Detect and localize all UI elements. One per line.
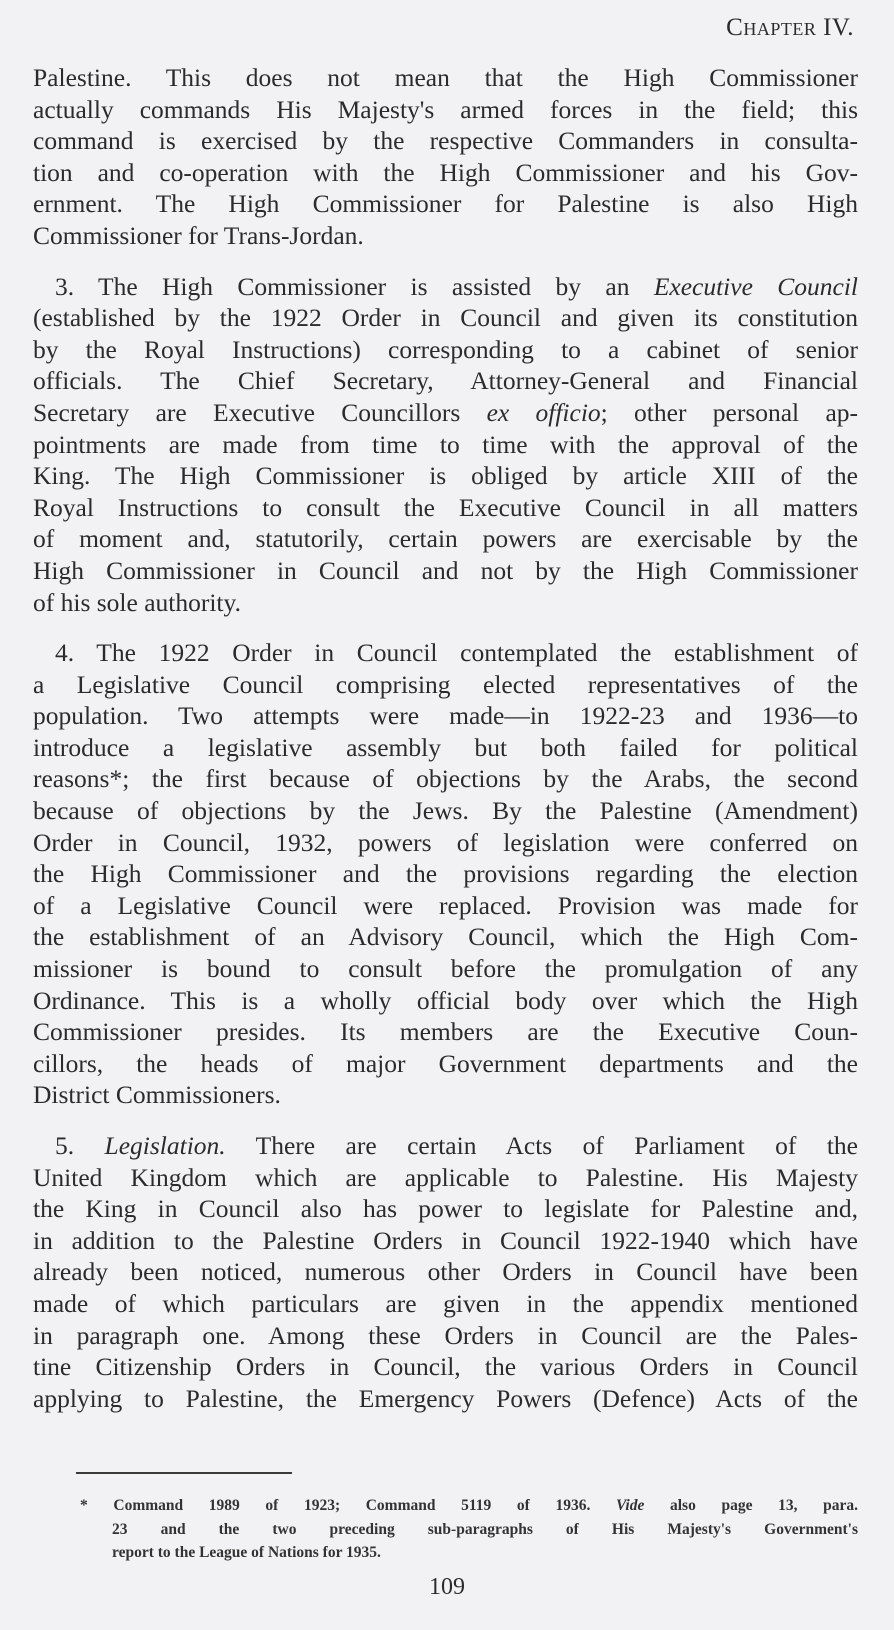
- running-header: [726, 14, 854, 42]
- paragraph: [33, 271, 858, 619]
- text-line: [33, 429, 858, 461]
- text-line: [33, 1079, 858, 1111]
- text-line: [33, 795, 858, 827]
- text-segment: by the Royal Instructions) corresponding to a cabinet of senior: [33, 334, 858, 364]
- text-segment: because of objections by the Jews. By the Palestine (Amendment): [33, 796, 858, 826]
- text-segment: 4. The 1922 Order in Council contemplated the establishment of: [55, 638, 858, 668]
- text-line: [33, 1256, 858, 1288]
- text-line: [33, 1383, 858, 1415]
- text-line: [33, 334, 858, 366]
- text-segment: Royal Instructions to consult the Executive Council in all matters: [33, 492, 858, 522]
- footnote-rule: [76, 1472, 292, 1474]
- text-line: [33, 492, 858, 524]
- text-line: [33, 1225, 858, 1257]
- text-segment: Ordinance. This is a wholly official body over which the High: [33, 985, 858, 1015]
- text-segment: * Command 1989 of 1923; Command 5119 of 1936.: [80, 1497, 616, 1514]
- text-segment: Palestine. This does not mean that the High Commissioner: [33, 63, 858, 92]
- text-line: [33, 763, 858, 795]
- italic-text: Legislation.: [104, 1131, 226, 1160]
- text-segment: There are certain Acts of Parliament of the: [225, 1131, 858, 1160]
- text-segment: tine Citizenship Orders in Council, the various Orders in Council: [33, 1352, 858, 1382]
- text-line: [33, 188, 858, 220]
- text-segment: Commissioner for Trans-Jordan.: [33, 220, 364, 250]
- footnote-line: [80, 1518, 858, 1542]
- text-segment: in addition to the Palestine Orders in Council 1922-1940 which have: [33, 1225, 858, 1255]
- text-segment: (established by the 1922 Order in Council and given its constitution: [33, 303, 858, 333]
- text-line: [33, 1288, 858, 1320]
- text-line: [33, 220, 858, 252]
- text-segment: Order in Council, 1932, powers of legislation were conferred on: [33, 827, 858, 857]
- text-line: [33, 157, 858, 189]
- text-segment: cillors, the heads of major Government departments and the: [33, 1048, 858, 1078]
- text-segment: reasons*; the first because of objections by the Arabs, the second: [33, 764, 858, 794]
- footnote: [80, 1494, 858, 1565]
- text-segment: King. The High Commissioner is obliged by article XIII of the: [33, 461, 858, 491]
- text-line: [33, 523, 858, 555]
- italic-text: ex officio: [486, 397, 601, 427]
- text-line: [33, 460, 858, 492]
- text-segment: in paragraph one. Among these Orders in Council are the Pales-: [33, 1320, 858, 1350]
- text-line: [33, 1193, 858, 1225]
- text-segment: of moment and, statutorily, certain powers are exercisable by the: [33, 524, 858, 554]
- text-line: [33, 365, 858, 397]
- chapter-number: IV.: [823, 14, 854, 41]
- text-segment: the High Commissioner and the provisions regarding the election: [33, 859, 858, 889]
- text-line: [33, 921, 858, 953]
- text-line: [33, 1016, 858, 1048]
- text-line: [33, 62, 858, 94]
- text-segment: made of which particulars are given in the appendix mentioned: [33, 1288, 858, 1318]
- text-line: [33, 271, 858, 303]
- text-line: [33, 1048, 858, 1080]
- chapter-label: Chapter: [726, 14, 817, 41]
- text-segment: also page 13, para.: [644, 1497, 858, 1514]
- paragraph: [33, 1130, 858, 1414]
- body-text: [33, 62, 858, 1433]
- text-line: [33, 953, 858, 985]
- text-segment: Secretary are Executive Councillors: [33, 397, 487, 427]
- text-line: [33, 397, 858, 429]
- text-segment: a Legislative Council comprising elected representatives of the: [33, 669, 858, 699]
- text-segment: the King in Council also has power to legislate for Palestine and,: [33, 1194, 858, 1224]
- text-line: [33, 985, 858, 1017]
- footnote-line: [80, 1494, 858, 1518]
- text-line: [33, 1162, 858, 1194]
- text-segment: the establishment of an Advisory Council, which the High Com-: [33, 922, 858, 952]
- text-segment: High Commissioner in Council and not by the High Commissioner: [33, 555, 858, 585]
- text-line: [33, 700, 858, 732]
- text-line: [33, 732, 858, 764]
- text-segment: 23 and the two preceding sub-paragraphs of His Majesty's Government's: [112, 1520, 858, 1538]
- text-segment: 5.: [55, 1131, 105, 1160]
- text-line: [33, 858, 858, 890]
- text-segment: actually commands His Majesty's armed forces in the field; this: [33, 94, 858, 124]
- text-segment: 3. The High Commissioner is assisted by an: [55, 271, 654, 301]
- text-segment: introduce a legislative assembly but both failed for political: [33, 732, 858, 762]
- footnote-line: [80, 1541, 858, 1565]
- text-segment: tion and co-operation with the High Commissioner and his Gov-: [33, 157, 858, 187]
- text-line: [33, 587, 858, 619]
- italic-text: Executive Council: [653, 271, 858, 301]
- text-segment: United Kingdom which are applicable to Palestine. His Majesty: [33, 1162, 858, 1192]
- text-line: [33, 827, 858, 859]
- text-line: [33, 669, 858, 701]
- text-line: [33, 94, 858, 126]
- text-segment: applying to Palestine, the Emergency Powers (Defence) Acts of the: [33, 1383, 858, 1413]
- text-line: [33, 1320, 858, 1352]
- text-segment: Commissioner presides. Its members are the Executive Coun-: [33, 1017, 858, 1047]
- text-line: [33, 555, 858, 587]
- text-segment: missioner is bound to consult before the promulgation of any: [33, 954, 858, 984]
- text-line: [33, 890, 858, 922]
- text-segment: officials. The Chief Secretary, Attorney-General and Financial: [33, 366, 858, 396]
- text-line: [33, 302, 858, 334]
- text-line: [33, 125, 858, 157]
- page-number: 109: [429, 1574, 465, 1600]
- text-segment: command is exercised by the respective Commanders in consulta-: [33, 126, 858, 156]
- text-segment: of a Legislative Council were replaced. Provision was made for: [33, 890, 858, 920]
- text-line: [33, 1130, 858, 1162]
- text-segment: already been noticed, numerous other Orders in Council have been: [33, 1257, 858, 1287]
- paragraph: [33, 62, 858, 252]
- text-segment: report to the League of Nations for 1935.: [112, 1544, 381, 1561]
- italic-text: Vide: [615, 1497, 645, 1514]
- text-segment: pointments are made from time to time with the approval of the: [33, 429, 858, 459]
- text-line: [33, 637, 858, 669]
- text-segment: of his sole authority.: [33, 587, 241, 617]
- text-segment: District Commissioners.: [33, 1080, 281, 1110]
- text-segment: ; other personal ap-: [600, 397, 858, 427]
- paragraph: [33, 637, 858, 1111]
- text-segment: population. Two attempts were made—in 1922-23 and 1936—to: [33, 701, 858, 731]
- text-line: [33, 1351, 858, 1383]
- text-segment: ernment. The High Commissioner for Palestine is also High: [33, 189, 858, 219]
